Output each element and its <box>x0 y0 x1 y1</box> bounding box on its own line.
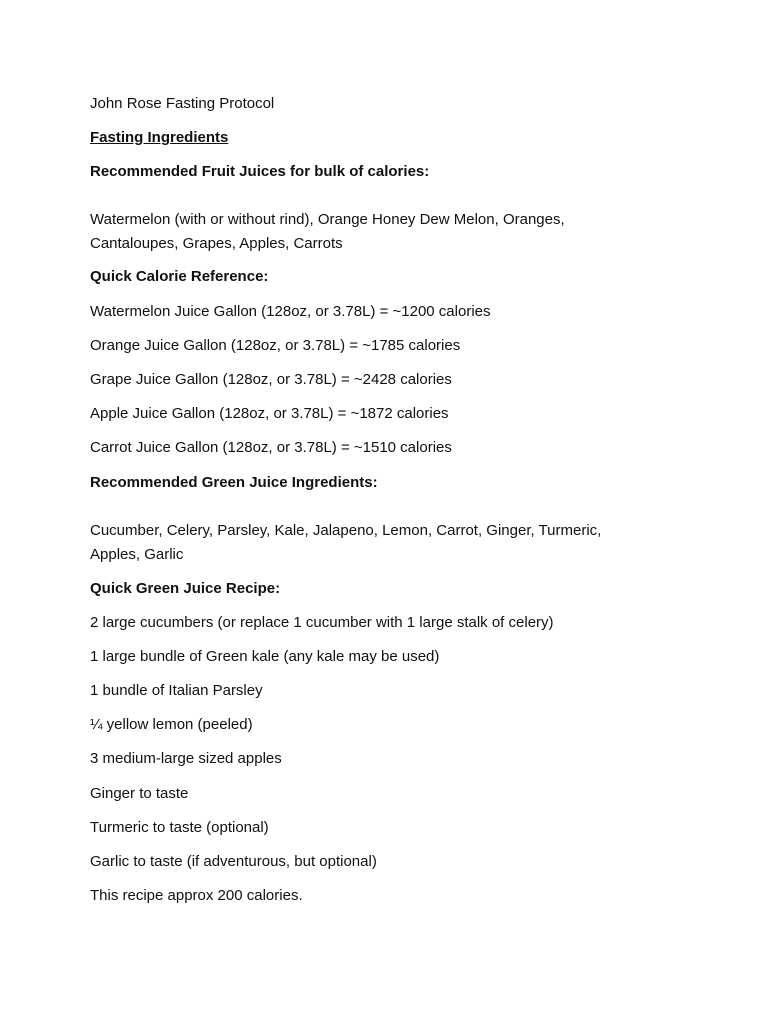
recipe-calorie-note: This recipe approx 200 calories. <box>90 887 303 904</box>
recipe-item: 1 bundle of Italian Parsley <box>90 682 263 699</box>
fruit-juice-list: Watermelon (with or without rind), Orange Honey Dew Melon, Oranges, Cantaloupes, Grapes, Apples, Carrots <box>90 211 565 252</box>
heading-green-juice-ingredients: Recommended Green Juice Ingredients: <box>90 474 378 491</box>
calorie-ref-watermelon: Watermelon Juice Gallon (128oz, or 3.78L) = ~1200 calories <box>90 303 491 320</box>
calorie-ref-orange: Orange Juice Gallon (128oz, or 3.78L) = ~1785 calories <box>90 337 461 354</box>
section-heading-fasting-ingredients: Fasting Ingredients <box>90 129 229 146</box>
recipe-item: 3 medium-large sized apples <box>90 750 282 767</box>
recipe-item: Garlic to taste (if adventurous, but optional) <box>90 853 377 870</box>
recipe-item: 2 large cucumbers (or replace 1 cucumber with 1 large stalk of celery) <box>90 614 554 631</box>
heading-calorie-reference: Quick Calorie Reference: <box>90 268 269 285</box>
heading-fruit-juices: Recommended Fruit Juices for bulk of calories: <box>90 163 430 180</box>
calorie-ref-apple: Apple Juice Gallon (128oz, or 3.78L) = ~1872 calories <box>90 405 449 422</box>
calorie-ref-carrot: Carrot Juice Gallon (128oz, or 3.78L) = ~1510 calories <box>90 439 452 456</box>
heading-green-juice-recipe: Quick Green Juice Recipe: <box>90 580 281 597</box>
recipe-item: 1 large bundle of Green kale (any kale may be used) <box>90 648 440 665</box>
recipe-item: Turmeric to taste (optional) <box>90 819 269 836</box>
calorie-ref-grape: Grape Juice Gallon (128oz, or 3.78L) = ~2428 calories <box>90 371 452 388</box>
recipe-item: ¼ yellow lemon (peeled) <box>90 716 253 733</box>
green-juice-ingredient-list: Cucumber, Celery, Parsley, Kale, Jalapeno, Lemon, Carrot, Ginger, Turmeric, Apples, Garlic <box>90 522 602 563</box>
document-title: John Rose Fasting Protocol <box>90 95 275 112</box>
recipe-item: Ginger to taste <box>90 785 189 802</box>
